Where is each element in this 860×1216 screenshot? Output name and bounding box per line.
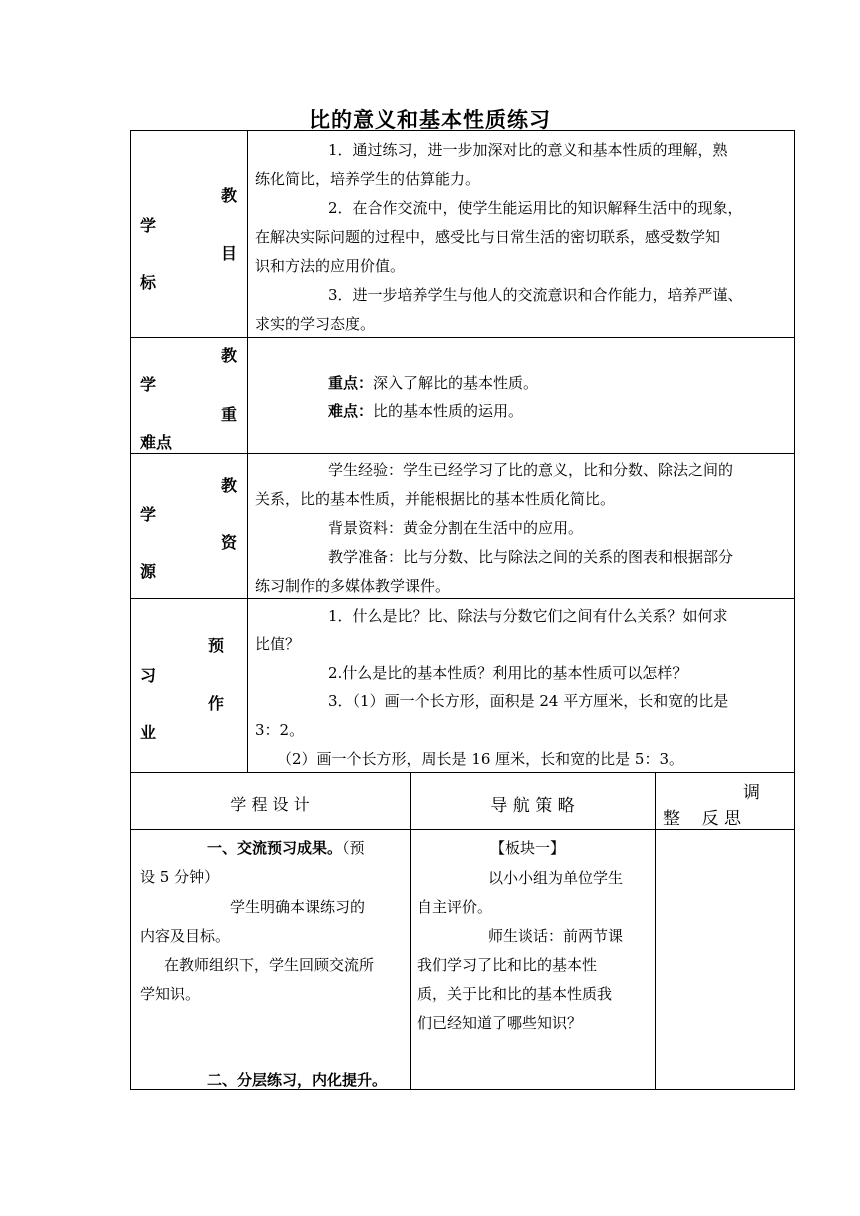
focus-text: 深入了解比的基本性质。 (373, 374, 539, 392)
keypoints-label: 重 (221, 405, 238, 424)
section-1-title: 一、交流预习成果。 (207, 839, 343, 857)
column-header-adjust: 整 反 思 (663, 809, 742, 829)
goals-text-line: 识和方法的应用价值。 (255, 257, 406, 275)
preview-label: 预 (208, 636, 225, 655)
preview-label: 业 (140, 723, 157, 742)
page-title: 比的意义和基本性质练习 (309, 108, 551, 132)
goals-text-line: 3．进一步培养学生与他人的交流意识和合作能力，培养严谨、 (328, 286, 743, 304)
goals-text-line: 2．在合作交流中，使学生能运用比的知识解释生活中的现象， (328, 199, 743, 217)
learning-line: 学生明确本课练习的 (230, 898, 366, 916)
focus-label: 重点： (328, 374, 374, 392)
goals-label: 目 (221, 244, 238, 263)
focus-line (328, 369, 538, 398)
difficulty-line (328, 397, 523, 426)
column-header-adjust: 调 (743, 783, 760, 803)
learning-line: 内容及目标。 (140, 927, 231, 945)
learning-line: 学知识。 (140, 985, 201, 1003)
keypoints-label: 学 (140, 375, 157, 394)
resources-text-line: 学生经验：学生已经学习了比的意义，比和分数、除法之间的 (328, 461, 734, 479)
resources-text-line: 关系，比的基本性质，并能根据比的基本性质化简比。 (255, 490, 616, 508)
resources-text-line: 练习制作的多媒体教学课件。 (255, 577, 451, 595)
resources-label: 资 (221, 533, 238, 552)
preview-text-line: 2.什么是比的基本性质？利用比的基本性质可以怎样？ (328, 664, 688, 682)
keypoints-label: 教 (221, 346, 238, 365)
keypoints-label: 难点 (140, 433, 173, 452)
preview-text-line: （2）画一个长方形，周长是 16 厘米，长和宽的比是 5：3。 (277, 750, 685, 768)
resources-text-line: 教学准备：比与分数、比与除法之间的关系的图表和根据部分 (328, 548, 734, 566)
row-divider (130, 337, 795, 338)
preview-label: 作 (208, 694, 225, 713)
difficulty-text: 比的基本性质的运用。 (373, 402, 524, 420)
resources-label: 学 (140, 505, 157, 524)
guide-block-label: 【板块一】 (490, 839, 566, 857)
guide-line: 师生谈话：前两节课 (488, 927, 624, 945)
learning-section-1 (207, 834, 365, 863)
guide-line: 我们学习了比和比的基本性 (417, 956, 598, 974)
guide-line: 自主评价。 (417, 898, 493, 916)
goals-text-line: 求实的学习态度。 (255, 315, 376, 333)
row-divider (130, 598, 795, 599)
resources-label: 源 (140, 562, 157, 581)
preview-label: 习 (140, 666, 157, 685)
difficulty-label: 难点： (328, 402, 374, 420)
goals-label: 标 (140, 273, 157, 292)
goals-label: 学 (140, 216, 157, 235)
preview-text-line: 比值？ (255, 635, 301, 653)
learning-line: 设 5 分钟） (140, 868, 220, 886)
row-divider (130, 453, 795, 454)
column-divider (410, 772, 411, 1090)
goals-text-line: 1．通过练习，进一步加深对比的意义和基本性质的理解，熟 (328, 141, 728, 159)
preview-text-line: 3：2。 (255, 721, 305, 739)
guide-line: 们已经知道了哪些知识？ (417, 1014, 583, 1032)
preview-text-line: 3．（1）画一个长方形，面积是 24 平方厘米，长和宽的比是 (328, 692, 729, 710)
preview-text-line: 1．什么是比？比、除法与分数它们之间有什么关系？如何求 (328, 607, 728, 625)
guide-line: 质，关于比和比的基本性质我 (417, 985, 613, 1003)
section-1-extra: （预 (342, 839, 365, 857)
resources-label: 教 (221, 476, 238, 495)
guide-line: 以小小组为单位学生 (488, 869, 624, 887)
goals-text-line: 练化简比，培养学生的估算能力。 (255, 170, 481, 188)
column-header-learning: 学 程 设 计 (230, 795, 310, 814)
goals-label: 教 (221, 186, 238, 205)
header-divider (130, 829, 795, 830)
label-column-divider (247, 130, 248, 773)
column-divider (655, 772, 656, 1090)
column-header-guide: 导 航 策 略 (490, 796, 575, 816)
learning-line: 在教师组织下，学生回顾交流所 (164, 956, 375, 974)
goals-text-line: 在解决实际问题的过程中，感受比与日常生活的密切联系，感受数学知 (255, 228, 721, 246)
learning-section-2: 二、分层练习，内化提升。 (207, 1071, 388, 1089)
resources-text-line: 背景资料：黄金分割在生活中的应用。 (328, 519, 584, 537)
